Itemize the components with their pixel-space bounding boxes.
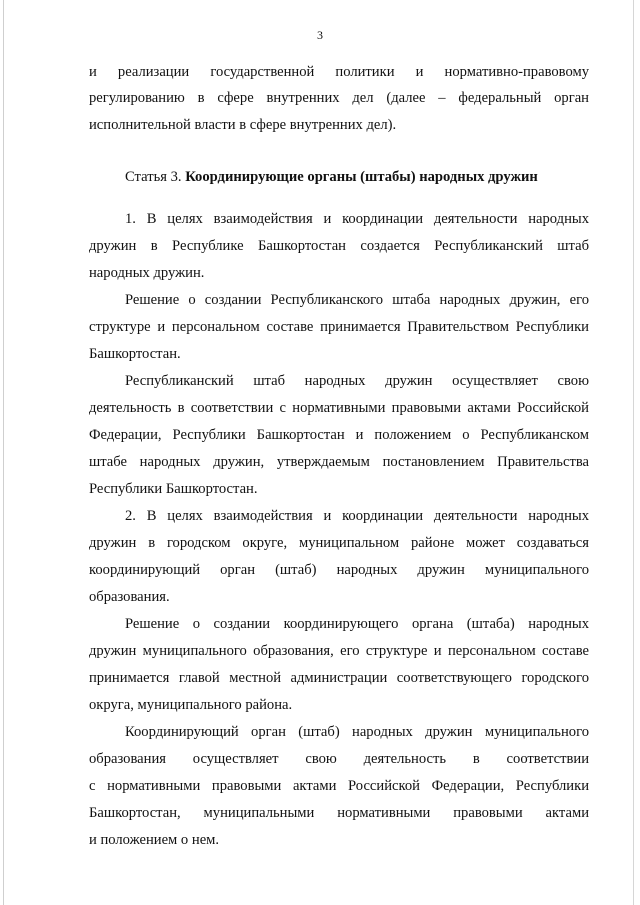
text-line: Башкортостан. <box>89 346 181 362</box>
text-line: Координирующий орган (штаб) народных дружин муниципального <box>125 724 589 740</box>
text-line: образования. <box>89 589 170 605</box>
text-line: Республики Башкортостан. <box>89 481 258 497</box>
text-line: принимается главой местной администрации соответствующего городского <box>89 670 589 686</box>
text-line: 1. В целях взаимодействия и координации деятельности народных <box>125 211 589 227</box>
text-line: регулированию в сфере внутренних дел (далее – федеральный орган <box>89 90 589 106</box>
article-number: Статья 3. <box>125 169 186 185</box>
text-line: деятельность в соответствии с нормативными правовыми актами Российской <box>89 400 589 416</box>
scan-edge-right <box>633 0 634 905</box>
text-line: дружин муниципального образования, его структуре и персональном составе <box>89 643 589 659</box>
text-line: округа, муниципального района. <box>89 697 293 713</box>
scan-edge-left <box>3 0 4 905</box>
text-line: и положением о нем. <box>89 832 220 848</box>
page-number: 3 <box>317 28 323 42</box>
text-line: координирующий орган (штаб) народных дружин муниципального <box>89 562 589 578</box>
text-line: исполнительной власти в сфере внутренних дел). <box>89 117 397 133</box>
article-title: Координирующие органы (штабы) народных дружин <box>185 169 538 185</box>
text-line: структуре и персональном составе принимается Правительством Республики <box>89 319 589 335</box>
text-line: дружин в Республике Башкортостан создается Республиканский штаб <box>89 238 589 254</box>
text-line: Решение о создании Республиканского штаба народных дружин, его <box>125 292 589 308</box>
text-line: Федерации, Республики Башкортостан и положением о Республиканском <box>89 427 589 443</box>
text-line: народных дружин. <box>89 265 205 281</box>
text-line: и реализации государственной политики и нормативно-правовому <box>89 64 589 80</box>
article-heading <box>125 169 595 185</box>
text-line: Башкортостан, муниципальными нормативными правовыми актами <box>89 805 589 821</box>
text-line: дружин в городском округе, муниципальном районе может создаваться <box>89 535 589 551</box>
text-line: образования осуществляет свою деятельность в соответствии <box>89 751 589 767</box>
text-line: штабе народных дружин, утверждаемым постановлением Правительства <box>89 454 589 470</box>
text-line: с нормативными правовыми актами Российской Федерации, Республики <box>89 778 589 794</box>
text-line: Республиканский штаб народных дружин осуществляет свою <box>125 373 589 389</box>
text-line: 2. В целях взаимодействия и координации деятельности народных <box>125 508 589 524</box>
text-line: Решение о создании координирующего органа (штаба) народных <box>125 616 589 632</box>
